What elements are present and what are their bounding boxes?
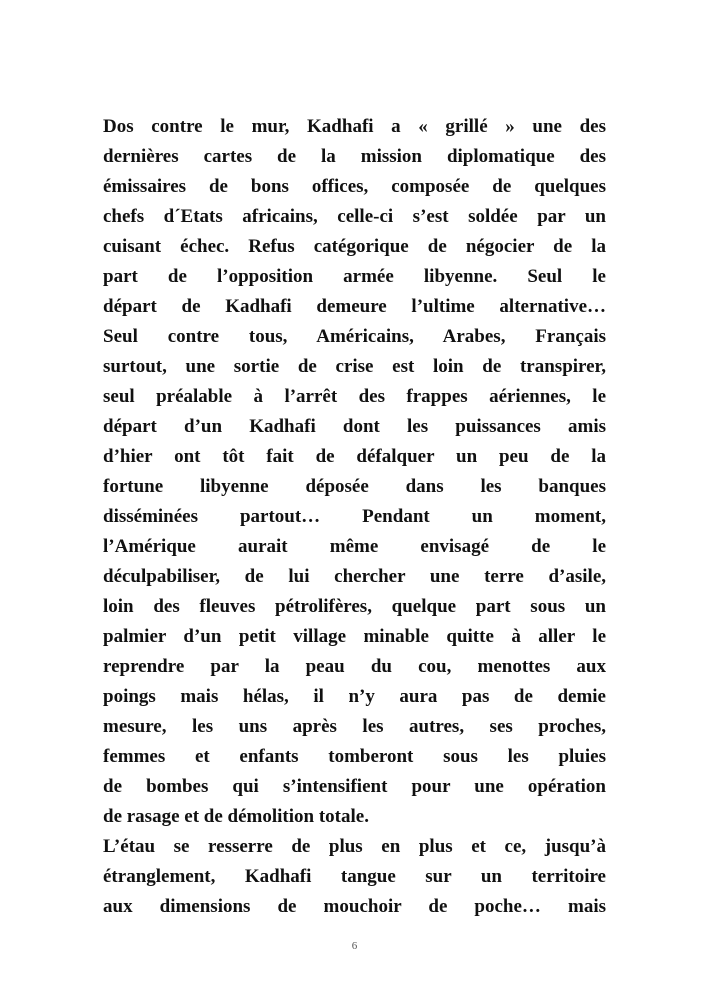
text-line: L’étau se resserre de plus en plus et ce, jusqu’à [103, 836, 606, 857]
text-line: part de l’opposition armée libyenne. Seul le [103, 266, 606, 287]
text-line: de rasage et de démolition totale. [103, 806, 369, 827]
text-line: départ de Kadhafi demeure l’ultime alternative… [103, 296, 606, 317]
text-line: Seul contre tous, Américains, Arabes, Français [103, 326, 606, 347]
text-line: chefs d´Etats africains, celle-ci s’est soldée par un [103, 206, 606, 227]
text-line: seul préalable à l’arrêt des frappes aériennes, le [103, 386, 606, 407]
text-line: loin des fleuves pétrolifères, quelque part sous un [103, 596, 606, 617]
text-line: cuisant échec. Refus catégorique de négocier de la [103, 236, 606, 257]
text-line: mesure, les uns après les autres, ses proches, [103, 716, 606, 737]
text-line: poings mais hélas, il n’y aura pas de demie [103, 686, 606, 707]
page-number: 6 [351, 940, 358, 952]
text-line: émissaires de bons offices, composée de quelques [103, 176, 606, 197]
body-text [103, 112, 606, 922]
text-line: surtout, une sortie de crise est loin de transpirer, [103, 356, 606, 377]
text-line: étranglement, Kadhafi tangue sur un territoire [103, 866, 606, 887]
text-line: aux dimensions de mouchoir de poche… mais [103, 896, 606, 917]
text-line: palmier d’un petit village minable quitte à aller le [103, 626, 606, 647]
text-line: d’hier ont tôt fait de défalquer un peu de la [103, 446, 606, 467]
text-line: reprendre par la peau du cou, menottes aux [103, 656, 606, 677]
text-line: femmes et enfants tomberont sous les pluies [103, 746, 606, 767]
text-line: Dos contre le mur, Kadhafi a « grillé » une des [103, 116, 606, 137]
text-line: de bombes qui s’intensifient pour une opération [103, 776, 606, 797]
text-line: départ d’un Kadhafi dont les puissances amis [103, 416, 606, 437]
text-line: dernières cartes de la mission diplomatique des [103, 146, 606, 167]
text-line: déculpabiliser, de lui chercher une terre d’asile, [103, 566, 606, 587]
text-line: disséminées partout… Pendant un moment, [103, 506, 606, 527]
text-line: fortune libyenne déposée dans les banques [103, 476, 606, 497]
text-line: l’Amérique aurait même envisagé de le [103, 536, 606, 557]
